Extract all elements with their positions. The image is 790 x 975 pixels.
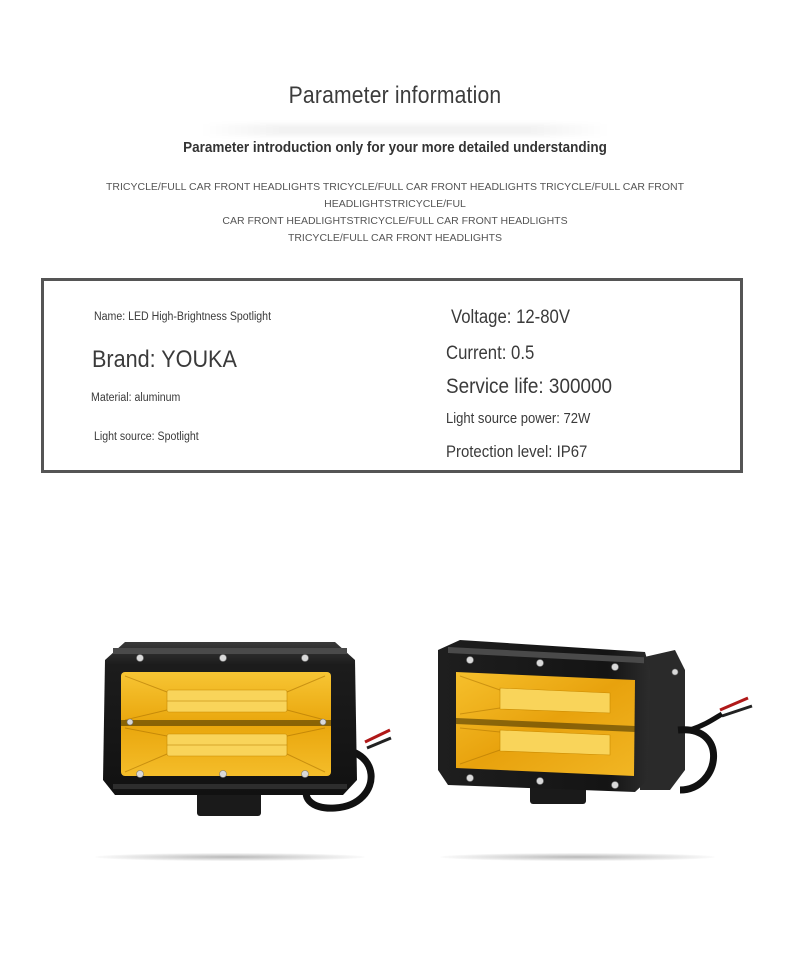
page-subtitle: Parameter introduction only for your more detailed understanding [183, 139, 607, 156]
param-current: Current: 0.5 [446, 343, 535, 364]
description [80, 179, 710, 247]
product-shadow [440, 853, 715, 861]
description-line: TRICYCLE/FULL CAR FRONT HEADLIGHTS [287, 232, 503, 244]
param-power: Light source power: 72W [446, 411, 591, 427]
led-spotlight-front-image [85, 630, 405, 830]
description-line: CAR FRONT HEADLIGHTSTRICYCLE/FULL CAR FRONT HEADLIGHTS [222, 215, 568, 227]
param-voltage: Voltage: 12-80V [451, 307, 570, 328]
param-protection: Protection level: IP67 [446, 442, 588, 461]
parameter-box [41, 278, 743, 473]
page-title: Parameter information [288, 82, 502, 109]
param-brand: Brand: YOUKA [92, 346, 237, 373]
description-line: TRICYCLE/FULL CAR FRONT HEADLIGHTS TRICYCLE/FULL CAR FRONT HEADLIGHTS TRICYCLE/FULL CAR FRONT HEADLIGHTSTRICYCLE/FUL [106, 181, 684, 210]
param-material: Material: aluminum [91, 392, 181, 404]
led-spotlight-angled-image [430, 630, 770, 830]
param-service-life: Service life: 300000 [446, 375, 613, 398]
product-shadow [95, 853, 365, 861]
title-ghost-decoration [200, 124, 610, 136]
param-light-source: Light source: Spotlight [94, 431, 199, 443]
param-name: Name: LED High-Brightness Spotlight [94, 311, 272, 323]
